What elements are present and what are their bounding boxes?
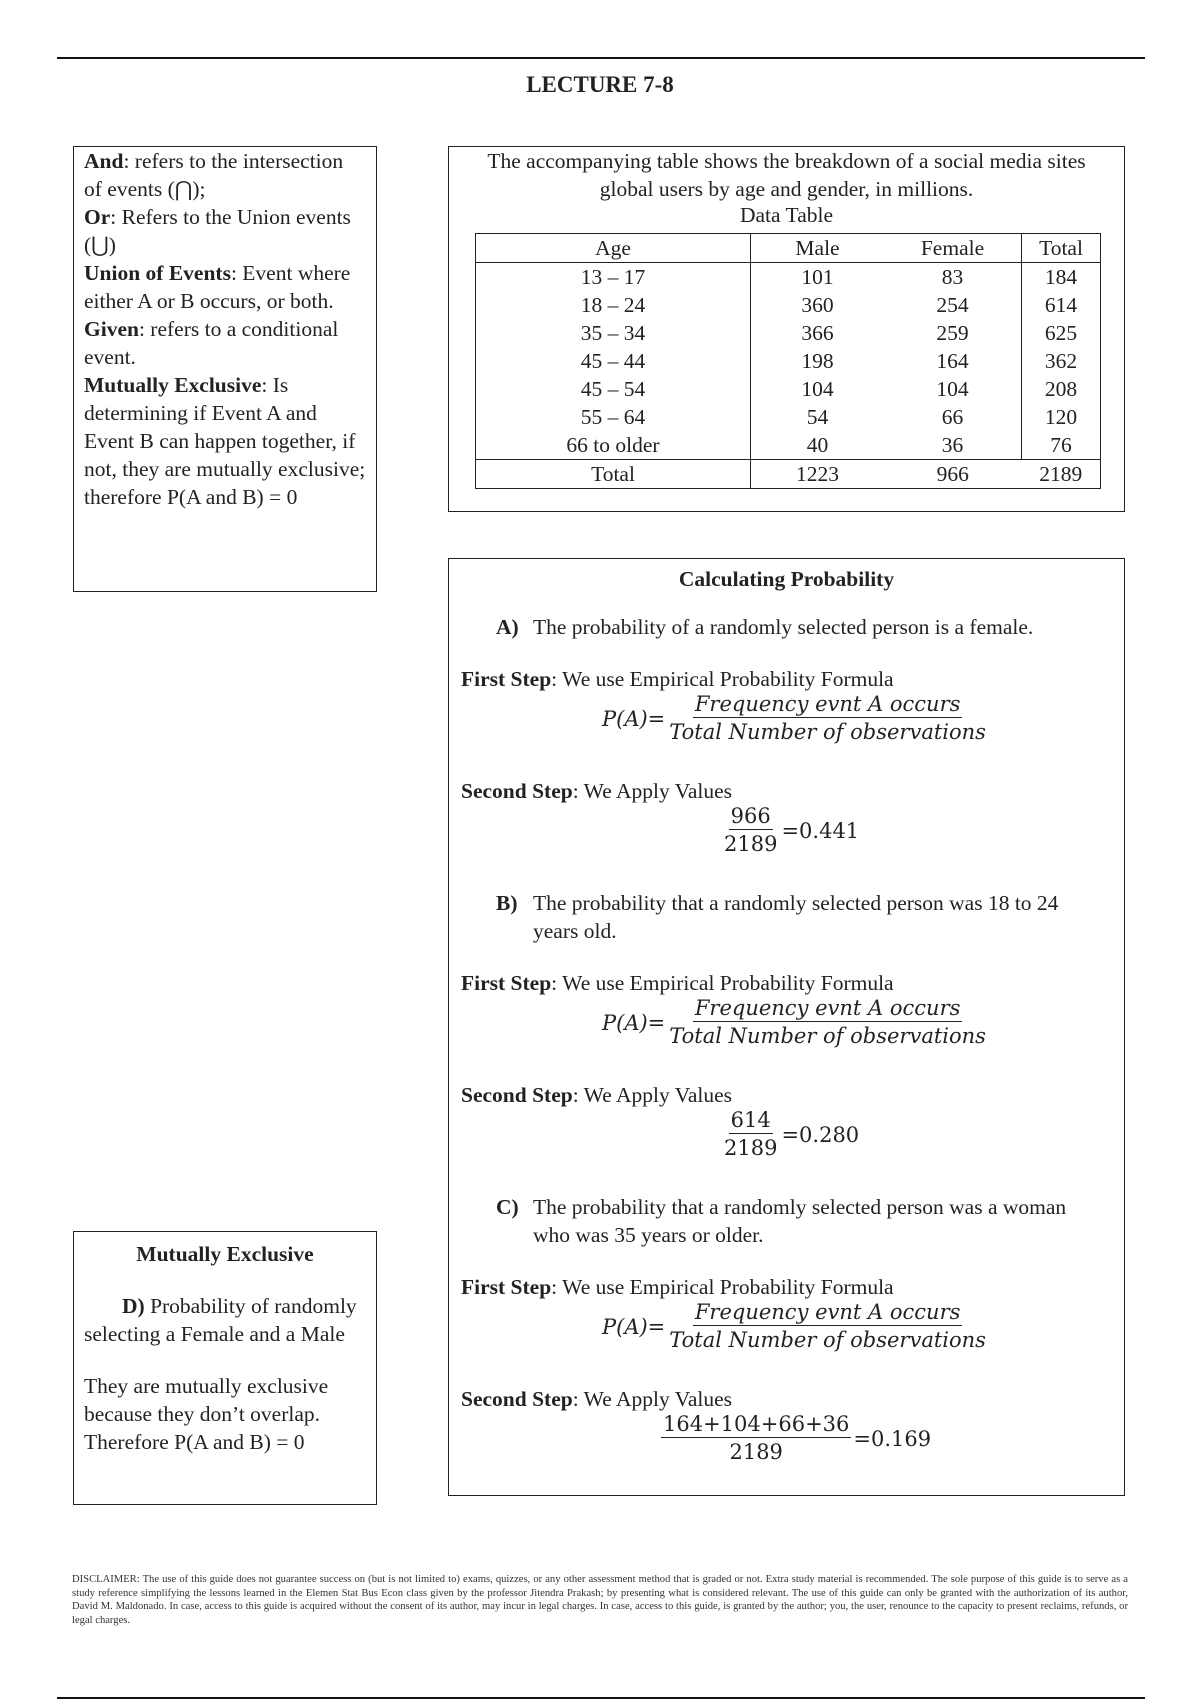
- cell-age: 35 – 34: [476, 319, 751, 347]
- cell-female: 254: [884, 291, 1022, 319]
- calculating-heading: Calculating Probability: [678, 567, 895, 591]
- formula: [602, 1299, 988, 1354]
- cell-age: 55 – 64: [476, 403, 751, 431]
- table-row: [476, 263, 1101, 292]
- cell-age: 66 to older: [476, 431, 751, 460]
- table-row: [476, 431, 1101, 460]
- data-table-box: [448, 146, 1125, 512]
- table-row: [476, 347, 1101, 375]
- top-rule: [57, 57, 1145, 59]
- answer-result: =0.441: [781, 818, 860, 843]
- answer-numerator: 164+104+66+36: [663, 1412, 850, 1436]
- answer-denominator: 2189: [729, 1440, 783, 1464]
- question-a: [496, 613, 1101, 641]
- cell-male: 40: [751, 431, 885, 460]
- calculating-probability-box: [448, 558, 1125, 1496]
- cell-male: 104: [801, 377, 834, 401]
- header-male: Male: [751, 234, 885, 263]
- answer-denominator: 2189: [724, 832, 778, 856]
- cell-male: 366: [801, 321, 834, 345]
- formula-lhs: P(A)=: [602, 1010, 666, 1035]
- cell-total: 184: [1022, 263, 1101, 292]
- table-row: [476, 403, 1101, 431]
- definitions-box: [73, 146, 377, 592]
- formula-denominator: Total Number of observations: [669, 720, 986, 744]
- answer-c: [661, 1411, 931, 1466]
- definition-union: Union of Events: Event where either A or B occurs, or both.: [84, 261, 351, 313]
- cell-female: 83: [884, 263, 1022, 292]
- question-d: D) Probability of randomly selecting a Female and a Male: [84, 1294, 357, 1346]
- question-text: The probability that a randomly selected person was 18 to 24 years old.: [533, 891, 1059, 943]
- table-row: [476, 291, 1101, 319]
- bottom-rule: [57, 1697, 1145, 1699]
- cell-female: 164: [884, 347, 1022, 375]
- question-text: The probability of a randomly selected person is a female.: [533, 615, 1034, 639]
- cell-total: 614: [1022, 291, 1101, 319]
- cell-male: 198: [801, 349, 834, 373]
- page-title: LECTURE 7-8: [526, 72, 674, 97]
- header-total: Total: [1022, 234, 1101, 263]
- mutually-exclusive-explanation: They are mutually exclusive because they don’t overlap. Therefore P(A and B) = 0: [84, 1374, 329, 1454]
- question-label: A): [496, 615, 519, 639]
- formula-numerator: Frequency evnt A occurs: [694, 996, 961, 1020]
- definition-and: And: refers to the intersection of events (⋂);: [84, 149, 344, 201]
- data-table: [475, 233, 1101, 489]
- cell-grand-total: 2189: [1022, 460, 1101, 489]
- cell-age: 45 – 54: [476, 375, 751, 403]
- second-step: Second Step: We Apply Values: [461, 779, 733, 803]
- formula: [602, 691, 988, 746]
- formula: [602, 995, 988, 1050]
- formula-lhs: P(A)=: [602, 706, 666, 731]
- cell-male: 360: [801, 293, 834, 317]
- second-step: Second Step: We Apply Values: [461, 1387, 733, 1411]
- formula-denominator: Total Number of observations: [669, 1328, 986, 1352]
- formula-numerator: Frequency evnt A occurs: [694, 692, 961, 716]
- cell-total-male: 1223: [751, 460, 885, 489]
- cell-age: 18 – 24: [476, 291, 751, 319]
- cell-total-label: Total: [476, 460, 751, 489]
- answer-result: =0.280: [781, 1122, 860, 1147]
- cell-total: 120: [1022, 403, 1101, 431]
- second-step: Second Step: We Apply Values: [461, 1083, 733, 1107]
- definition-mutually-exclusive: Mutually Exclusive: Is determining if Event A and Event B can happen together, if not, they are mutually exclusive; therefore P(A and B) = 0: [84, 373, 366, 509]
- header-female: Female: [884, 234, 1022, 263]
- disclaimer: DISCLAIMER: The use of this guide does not guarantee success on (but is not limited to) exams, quizzes, or any other assessment method that is graded or not. Extra study material is recommended. The sole purpose of this guide is to serve as a study reference simplifying the lessons learned in the Elemen Stat Bus Econ class given by the professor Jitendra Prakash; by presenting what is considered relevant. The use of this guide can only be granted with the authorization of its author, David M. Maldonado. In case, access to this guide is acquired without the consent of its author, may incur in legal charges. In case, access to this guide, is granted by the author; you, the user, renounce to the capacity to present reclaims, refunds, or legal charges.: [72, 1574, 1128, 1626]
- question-b: [496, 889, 1101, 945]
- cell-female: 36: [884, 431, 1022, 460]
- cell-male: 54: [806, 405, 829, 429]
- cell-age: 45 – 44: [476, 347, 751, 375]
- cell-female: 259: [884, 319, 1022, 347]
- formula-numerator: Frequency evnt A occurs: [694, 1300, 961, 1324]
- table-intro: The accompanying table shows the breakdown of a social media sites global users by age and gender, in millions.: [487, 149, 1086, 201]
- table-total-row: [476, 460, 1101, 489]
- cell-age: 13 – 17: [476, 263, 751, 292]
- cell-total-female: 966: [884, 460, 1022, 489]
- table-row: [476, 375, 1101, 403]
- cell-male: 101: [801, 265, 834, 289]
- question-c: [496, 1193, 1101, 1249]
- answer-numerator: 966: [730, 804, 771, 828]
- cell-total: 362: [1022, 347, 1101, 375]
- answer-numerator: 614: [730, 1108, 771, 1132]
- answer-result: =0.169: [853, 1426, 932, 1451]
- table-caption: Data Table: [739, 203, 833, 227]
- definition-given: Given: refers to a conditional event.: [84, 317, 339, 369]
- answer-denominator: 2189: [724, 1136, 778, 1160]
- answer-b: [722, 1107, 859, 1162]
- first-step: First Step: We use Empirical Probability Formula: [461, 1275, 894, 1299]
- formula-lhs: P(A)=: [602, 1314, 666, 1339]
- question-text: The probability that a randomly selected person was a woman who was 35 years or older.: [533, 1195, 1067, 1247]
- cell-female: 104: [884, 375, 1022, 403]
- first-step: First Step: We use Empirical Probability Formula: [461, 667, 894, 691]
- header-age: Age: [476, 234, 751, 263]
- mutually-exclusive-box: [73, 1231, 377, 1505]
- definition-or: Or: Refers to the Union events (⋃): [84, 205, 351, 257]
- table-row: [476, 319, 1101, 347]
- cell-total: 76: [1022, 431, 1101, 460]
- mutually-exclusive-heading: Mutually Exclusive: [136, 1242, 314, 1266]
- table-header-row: [476, 234, 1101, 263]
- question-label: B): [496, 891, 518, 915]
- question-label: C): [496, 1195, 519, 1219]
- cell-female: 66: [884, 403, 1022, 431]
- answer-a: [722, 803, 859, 858]
- formula-denominator: Total Number of observations: [669, 1024, 986, 1048]
- cell-total: 625: [1022, 319, 1101, 347]
- cell-total: 208: [1022, 375, 1101, 403]
- first-step: First Step: We use Empirical Probability Formula: [461, 971, 894, 995]
